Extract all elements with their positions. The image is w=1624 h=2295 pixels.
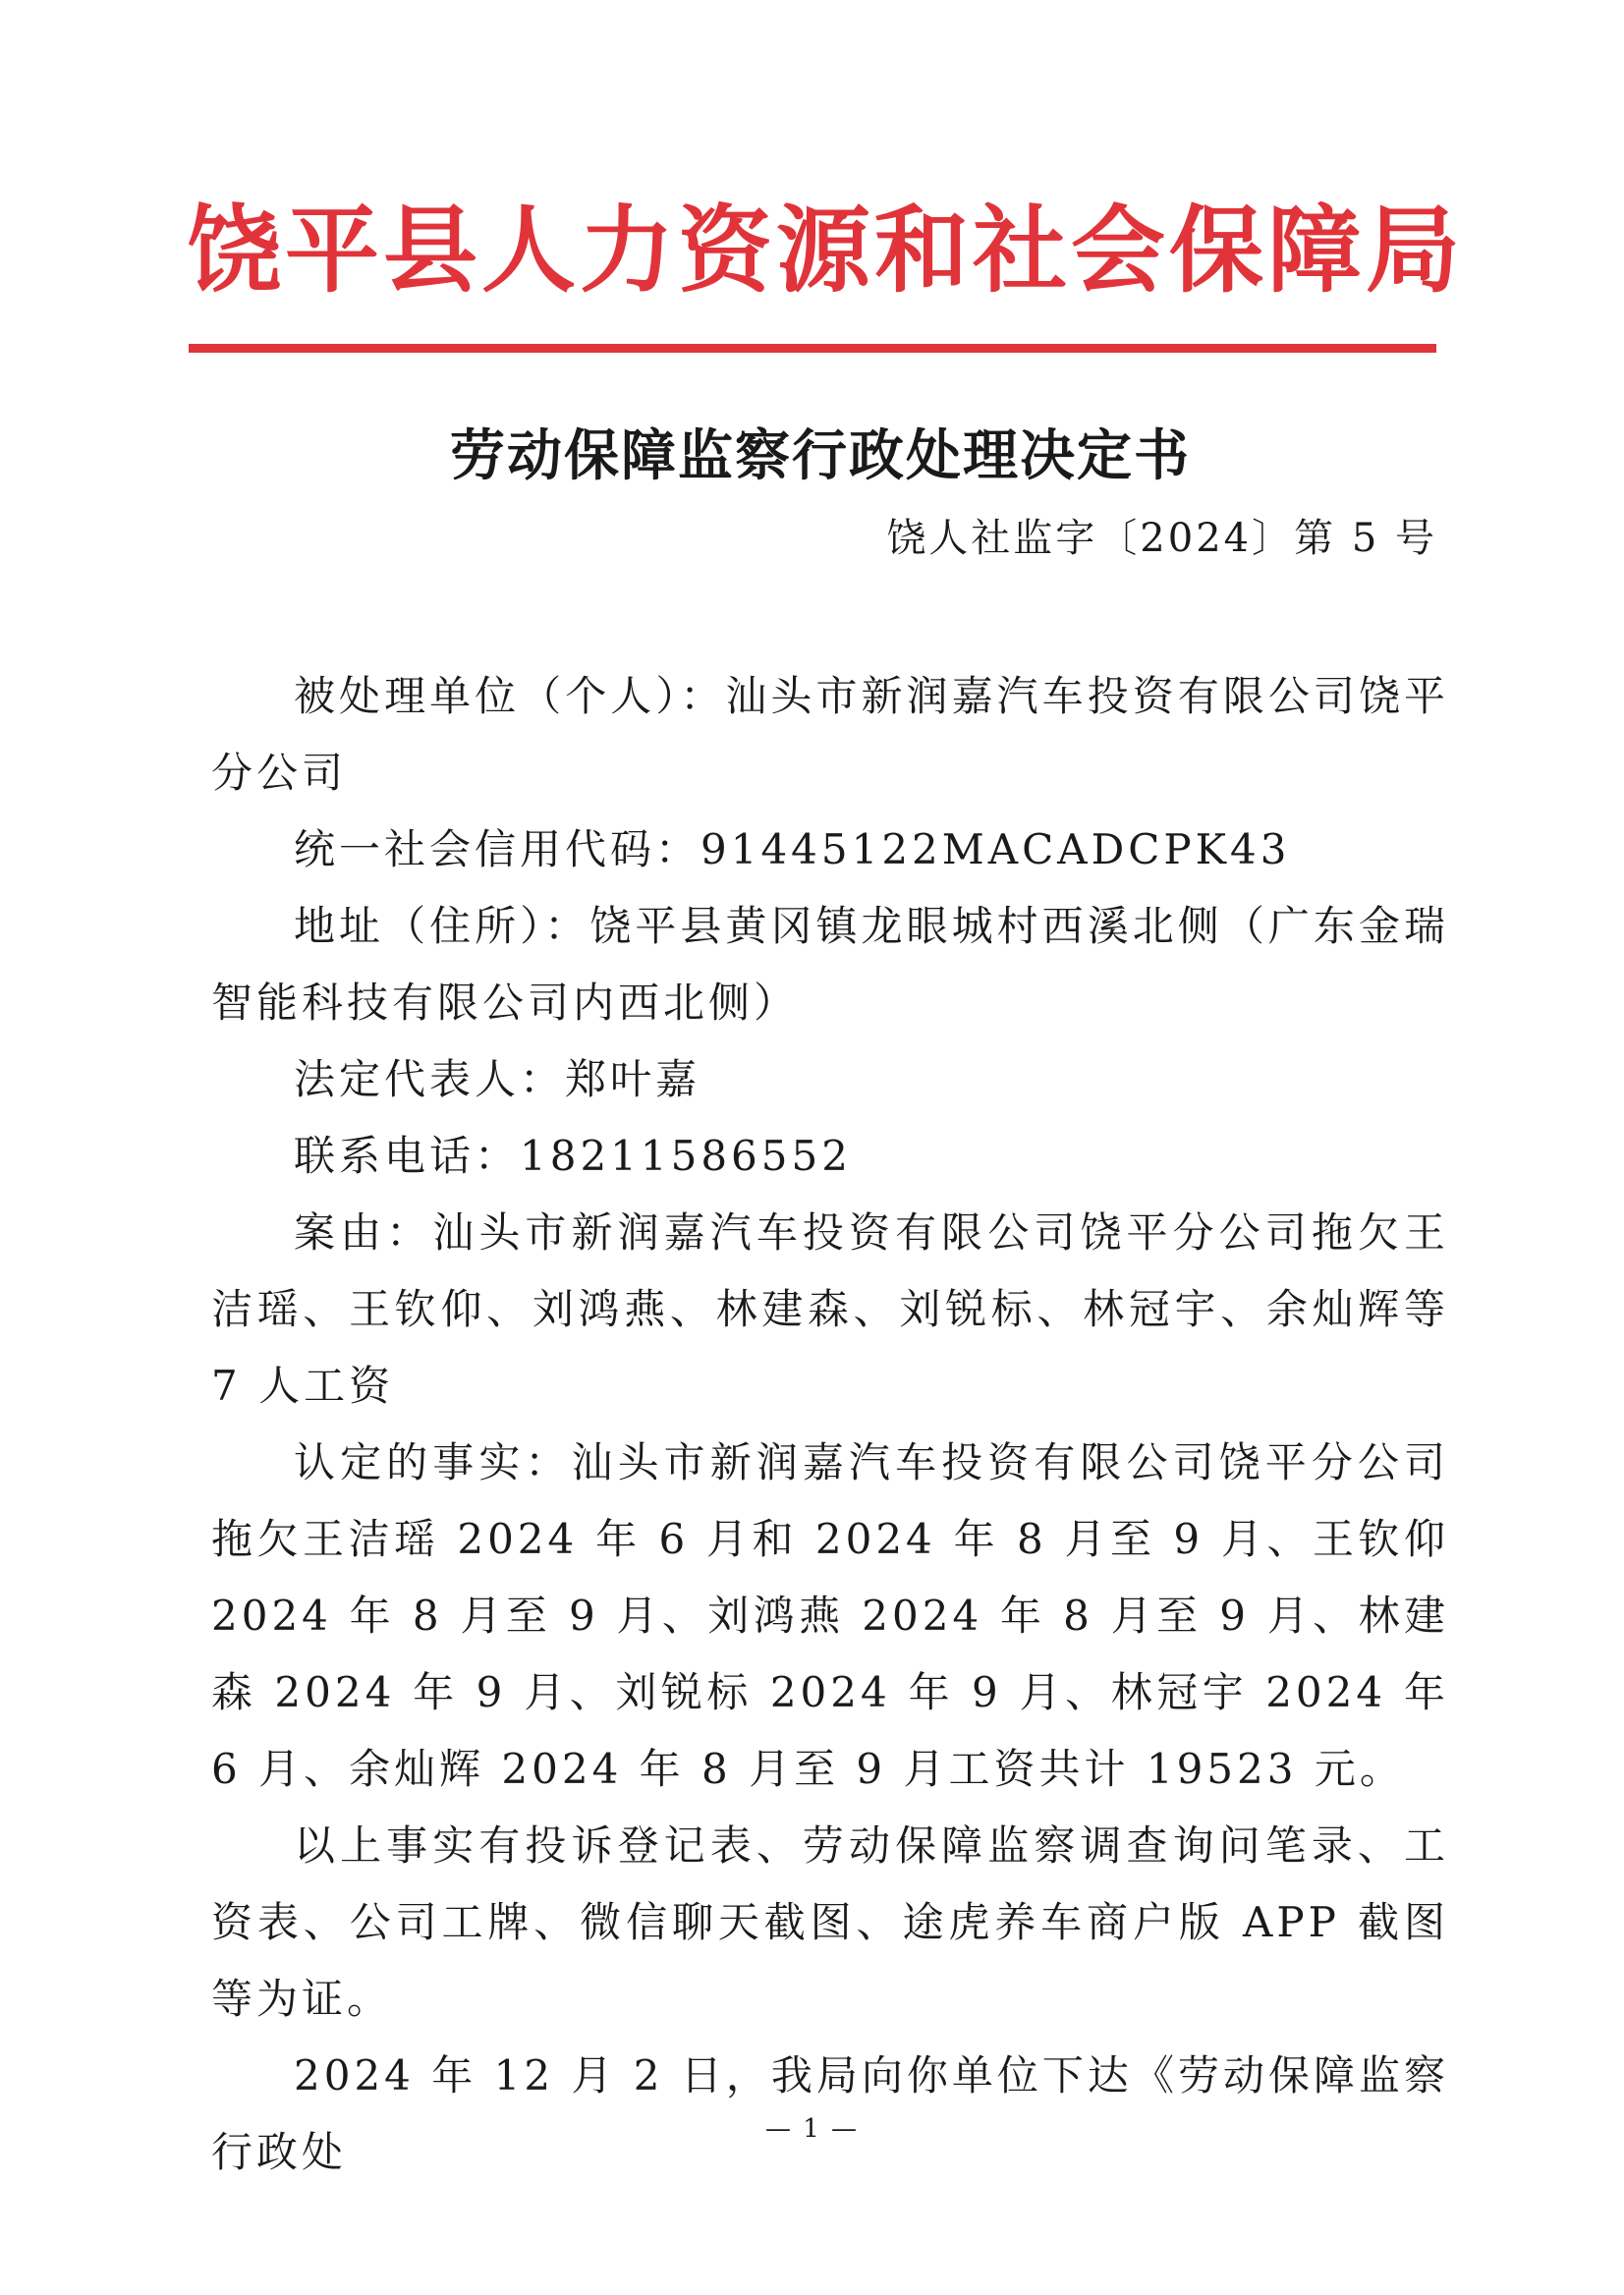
findings-paragraph: 认定的事实：汕头市新润嘉汽车投资有限公司饶平分公司拖欠王洁瑶 2024 年 6 月和 2024 年 8 月至 9 月、王钦仰 2024 年 8 月至 9 月、刘鸿燕 2024 年 8 月至 9 月、林建森 2024 年 9 月、刘锐标 2024 年 9 月、林冠宇 2024 年 6 月、余灿辉 2024 年 8 月至 9 月工资共计 19523 元。	[211, 1438, 1449, 1793]
page-number: — 1 —	[764, 2114, 860, 2144]
address-paragraph: 地址（住所）：饶平县黄冈镇龙眼城村西溪北侧（广东金瑞智能科技有限公司内西北侧）	[211, 902, 1449, 1027]
party-name-paragraph: 被处理单位（个人）：汕头市新润嘉汽车投资有限公司饶平分公司	[211, 672, 1449, 797]
credit-code-paragraph: 统一社会信用代码：91445122MACADCPK43	[294, 825, 1291, 873]
letterhead-divider	[189, 344, 1436, 353]
letterhead-title: 饶平县人力资源和社会保障局	[187, 196, 1464, 306]
procedure-paragraph: 2024 年 12 月 2 日，我局向你单位下达《劳动保障监察行政处	[211, 2051, 1449, 2176]
document-title: 劳动保障监察行政处理决定书	[450, 424, 1191, 488]
case-cause-paragraph: 案由：汕头市新润嘉汽车投资有限公司饶平分公司拖欠王洁瑶、王钦仰、刘鸿燕、林建森、刘锐标、林冠宇、余灿辉等 7 人工资	[211, 1208, 1449, 1410]
legal-representative-paragraph: 法定代表人：郑叶嘉	[294, 1055, 701, 1103]
evidence-paragraph: 以上事实有投诉登记表、劳动保障监察调查询问笔录、工资表、公司工牌、微信聊天截图、途虎养车商户版 APP 截图等为证。	[211, 1821, 1449, 2023]
document-number: 饶人社监字〔2024〕第 5 号	[886, 516, 1437, 561]
phone-paragraph: 联系电话：18211586552	[294, 1132, 852, 1180]
document-body	[211, 658, 1449, 2191]
